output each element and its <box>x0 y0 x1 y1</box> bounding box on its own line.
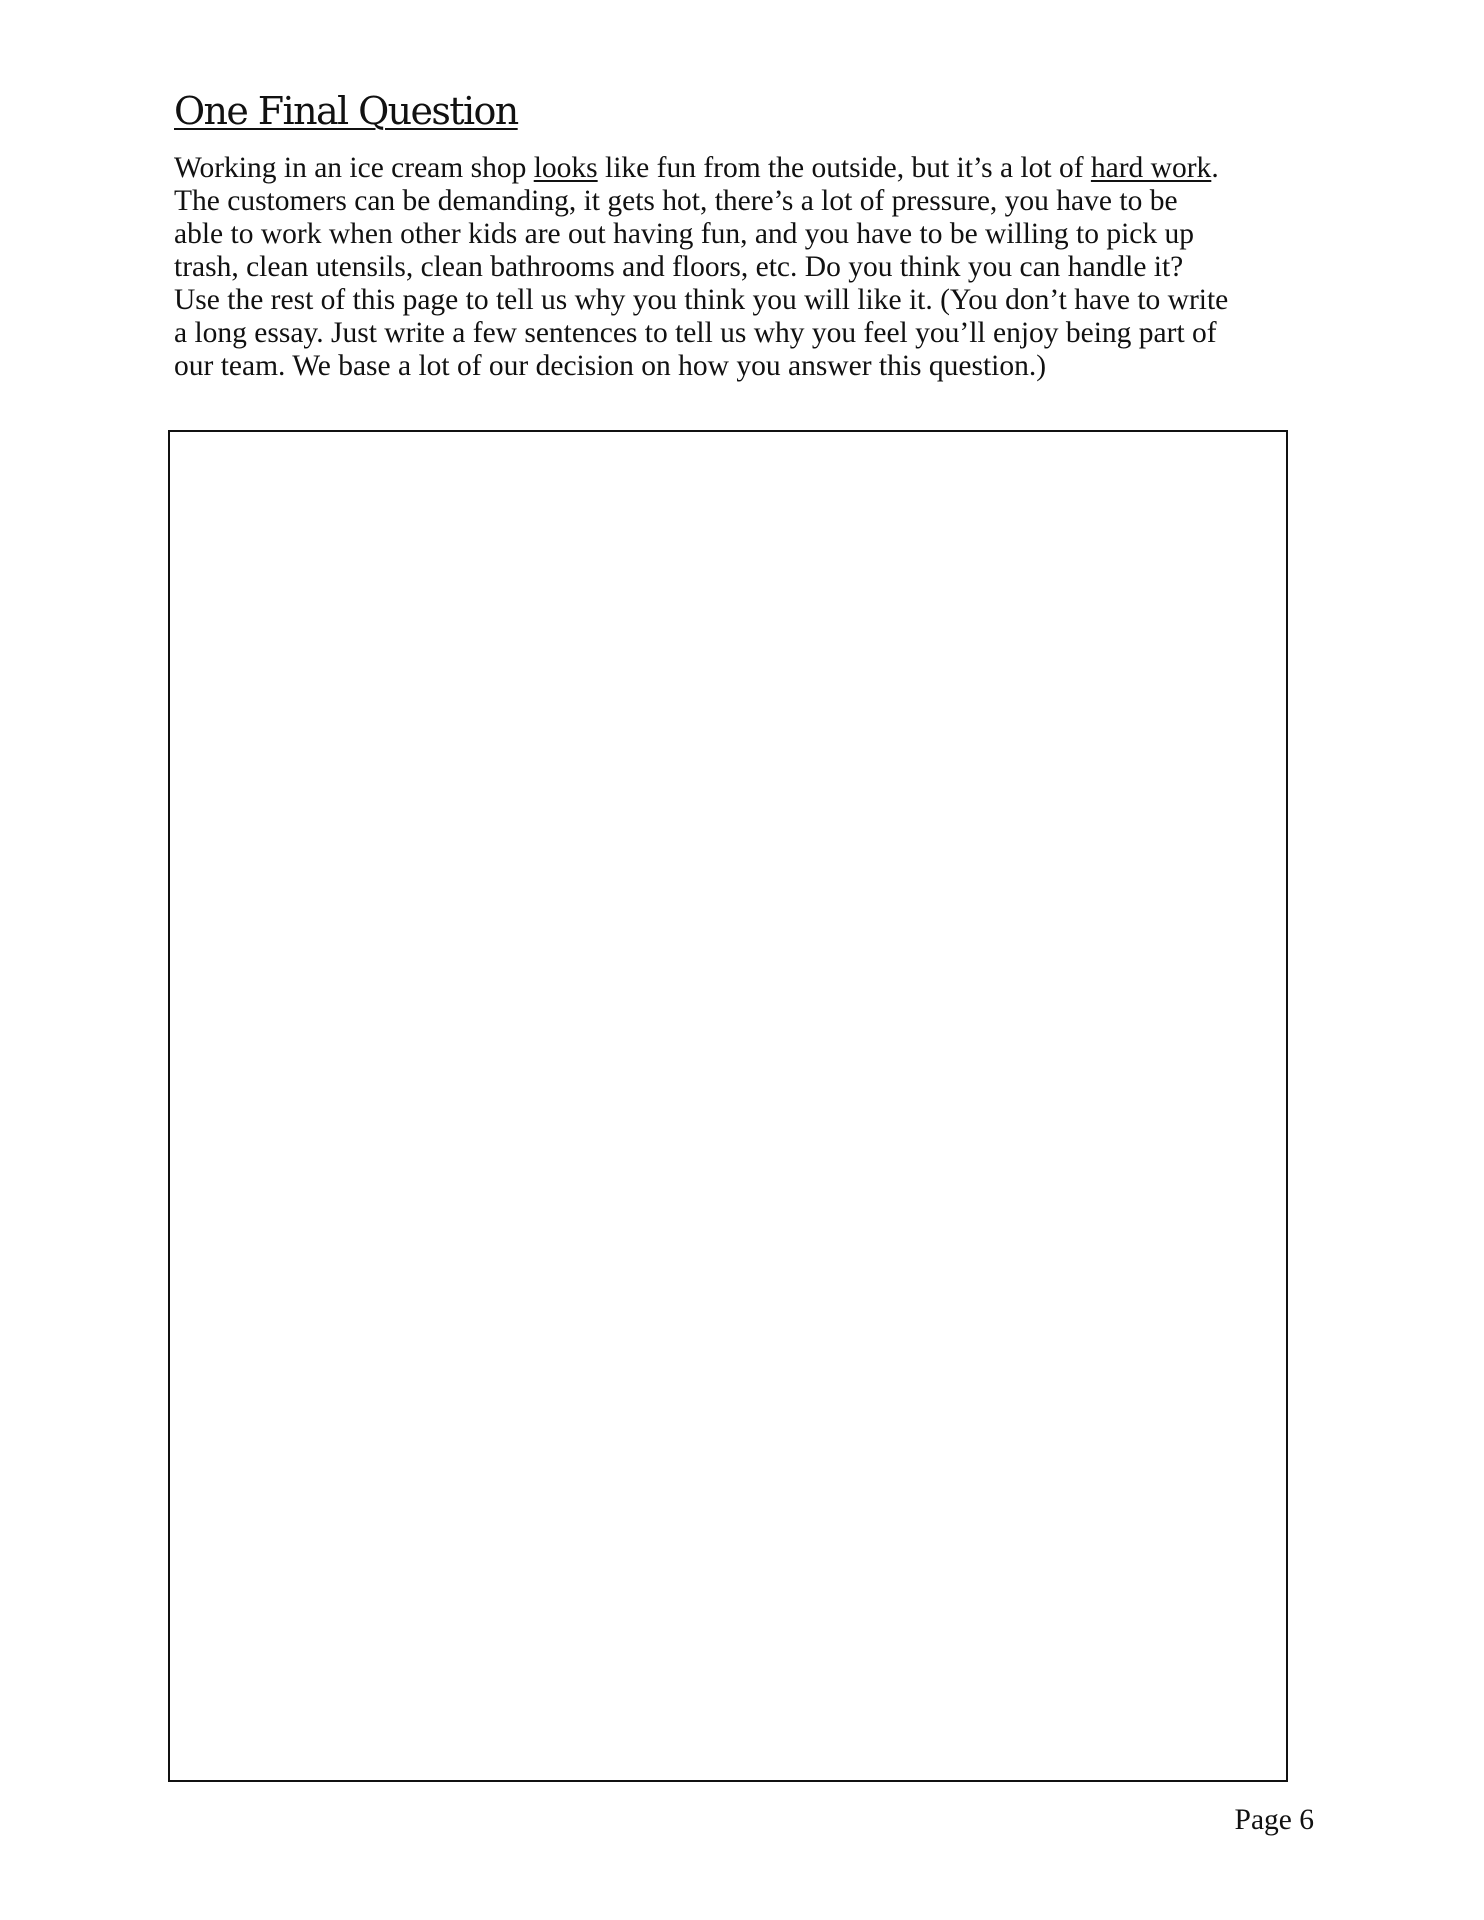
paragraph-text: Working in an ice cream shop <box>174 152 534 184</box>
paragraph-line-3: able to work when other kids are out having fun, and you have to be willing to pick up <box>174 218 1194 250</box>
paragraph-line-6: a long essay. Just write a few sentences to tell us why you feel you’ll enjoy being part of <box>174 317 1217 349</box>
underlined-phrase-hard-work: hard work <box>1090 152 1212 184</box>
paragraph-line-7: our team. We base a lot of our decision on how you answer this question.) <box>174 350 1047 382</box>
page-number: Page 6 <box>1234 1804 1314 1836</box>
underlined-word-looks: looks <box>533 152 598 184</box>
paragraph-line-4: trash, clean utensils, clean bathrooms and floors, etc. Do you think you can handle it? <box>174 251 1184 283</box>
paragraph-text: like fun from the outside, but it’s a lot of <box>597 152 1091 184</box>
question-paragraph <box>174 152 1314 383</box>
paragraph-line-2: The customers can be demanding, it gets hot, there’s a lot of pressure, you have to be <box>174 185 1178 217</box>
paragraph-text: . <box>1211 152 1219 184</box>
paragraph-line-1 <box>174 152 1314 185</box>
paragraph-line-5: Use the rest of this page to tell us why you think you will like it. (You don’t have to write <box>174 284 1229 316</box>
section-heading: One Final Question <box>174 89 518 133</box>
answer-writing-box[interactable] <box>168 430 1288 1782</box>
